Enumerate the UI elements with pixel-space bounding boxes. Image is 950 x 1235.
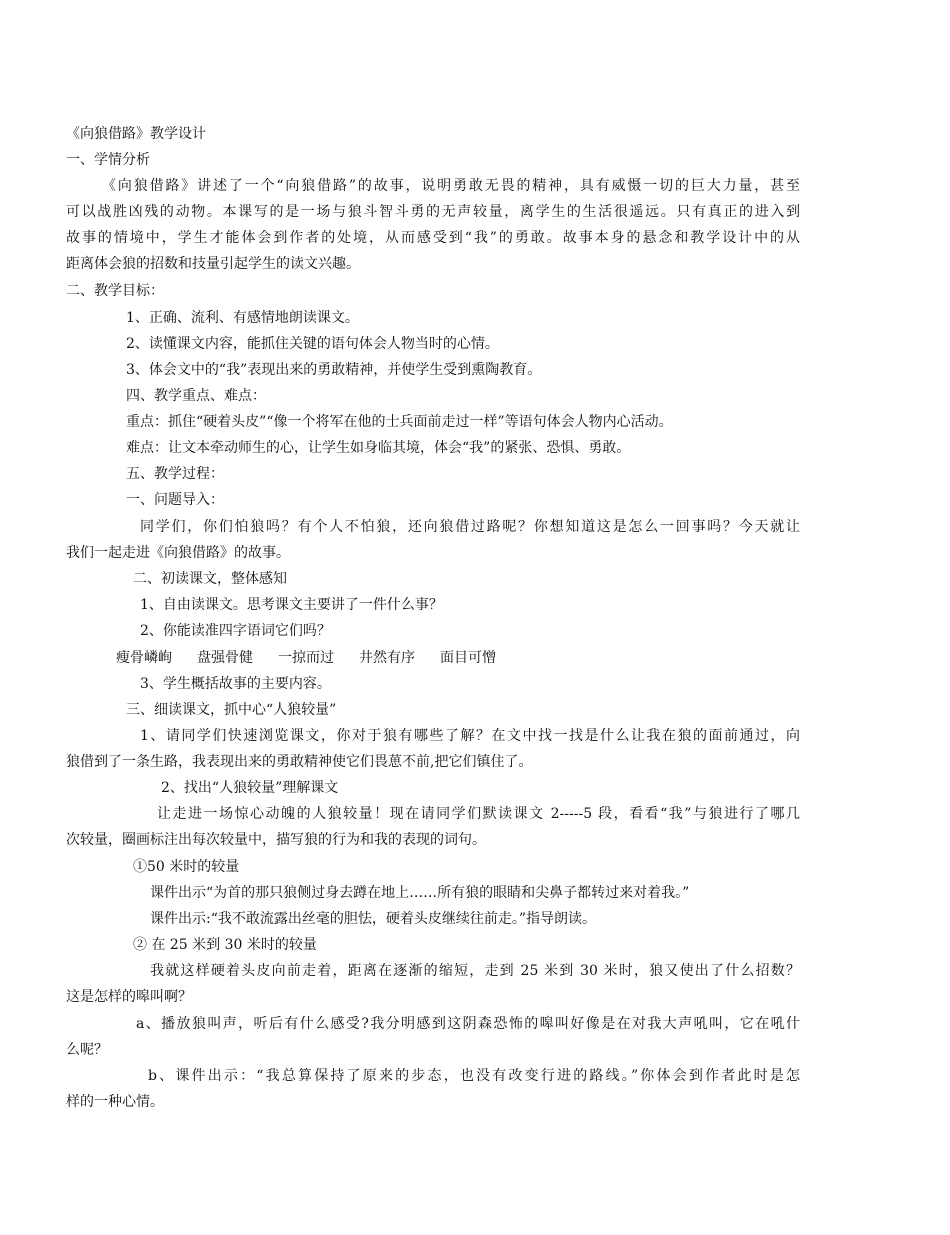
sub-heading: ② 在 25 米到 30 米时的较量 [133, 937, 317, 953]
step-item: 2、找出“人狼较量”理解课文 [161, 780, 339, 796]
section-heading-goals: 二、教学目标： [66, 283, 164, 299]
step-heading: 三、细读课文，抓中心“人狼较量” [126, 702, 337, 718]
section-heading-process: 五、教学过程： [126, 466, 224, 482]
goal-item: 3、体会文中的“我”表现出来的勇敢精神，并使学生受到熏陶教育。 [126, 362, 542, 378]
step-item: 1、自由读课文。思考课文主要讲了一件什么事？ [140, 597, 443, 613]
paragraph-line: 故事的情境中，学生才能体会到作者的处境，从而感受到“我”的勇敢。故事本身的悬念和教学设计中的从 [66, 230, 800, 246]
vocabulary-list [116, 645, 800, 671]
paragraph-line: 距离体会狼的招数和技量引起学生的读文兴趣。 [66, 256, 360, 272]
paragraph-line: 这是怎样的嗥叫啊？ [66, 989, 192, 1005]
paragraph-line: 《向狼借路》讲述了一个“向狼借路”的故事，说明勇敢无畏的精神，具有威慑一切的巨大力量，甚至 [102, 178, 800, 194]
step-item: 3、学生概括故事的主要内容。 [140, 676, 331, 692]
section-heading-key-points: 四、教学重点、难点： [126, 388, 266, 404]
paragraph-line: a、播放狼叫声，听后有什么感受?我分明感到这阴森恐怖的嗥叫好像是在对我大声吼叫，它在吼什 [136, 1016, 800, 1032]
document-title: 《向狼借路》教学设计 [66, 126, 206, 142]
paragraph-line: b、课件出示：“我总算保持了原来的步态，也没有改变行进的路线。”你体会到作者此时是怎 [148, 1068, 800, 1084]
paragraph-line: 1、请同学们快速浏览课文，你对于狼有哪些了解？在文中找一找是什么让我在狼的面前通过，向 [140, 728, 800, 744]
paragraph-line: 可以战胜凶残的动物。本课写的是一场与狼斗智斗勇的无声较量，离学生的生活很遥远。只有真正的进入到 [66, 204, 800, 220]
paragraph-line: 次较量，圈画标注出每次较量中，描写狼的行为和我的表现的词句。 [66, 832, 486, 848]
paragraph-line: 狼借到了一条生路，我表现出来的勇敢精神使它们畏葸不前,把它们镇住了。 [66, 754, 533, 770]
paragraph-line: 课件出示:“我不敢流露出丝毫的胆怯，硬着头皮继续往前走。”指导朗读。 [150, 911, 597, 927]
step-item: 2、你能读准四字语词它们吗？ [140, 623, 331, 639]
vocabulary-term: 井然有序 [359, 650, 415, 666]
difficulty-point: 难点：让文本牵动师生的心，让学生如身临其境，体会“我”的紧张、恐惧、勇敢。 [126, 440, 631, 456]
sub-heading: ①50 米时的较量 [133, 859, 240, 875]
vocabulary-term: 一掠而过 [278, 650, 334, 666]
vocabulary-term: 瘦骨嶙峋 [116, 650, 172, 666]
goal-item: 1、正确、流利、有感情地朗读课文。 [126, 310, 359, 326]
step-heading: 二、初读课文，整体感知 [133, 571, 287, 587]
paragraph-line: 让走进一场惊心动魄的人狼较量！现在请同学们默读课文 2-----5 段，看看“我”与狼进行了哪几 [157, 806, 800, 822]
paragraph-line: 我们一起走进《向狼借路》的故事。 [66, 545, 290, 561]
vocabulary-term: 盘强骨健 [197, 650, 253, 666]
paragraph-line: 课件出示“为首的那只狼侧过身去蹲在地上……所有狼的眼睛和尖鼻子都转过来对着我。” [150, 885, 690, 901]
vocabulary-term: 面目可憎 [440, 650, 496, 666]
step-heading: 一、问题导入： [126, 492, 224, 508]
key-point: 重点：抓住“硬着头皮”“像一个将军在他的士兵面前走过一样”等语句体会人物内心活动。 [126, 414, 673, 430]
paragraph-line: 我就这样硬着头皮向前走着，距离在逐渐的缩短，走到 25 米到 30 米时，狼又使出了什么招数？ [150, 963, 800, 979]
paragraph-line: 么呢？ [66, 1042, 108, 1058]
paragraph-line: 同学们，你们怕狼吗？有个人不怕狼，还向狼借过路呢？你想知道这是怎么一回事吗？今天就让 [140, 519, 800, 535]
paragraph-line: 样的一种心情。 [66, 1094, 164, 1110]
goal-item: 2、读懂课文内容，能抓住关键的语句体会人物当时的心情。 [126, 336, 499, 352]
section-heading-analysis: 一、学情分析 [66, 152, 150, 168]
